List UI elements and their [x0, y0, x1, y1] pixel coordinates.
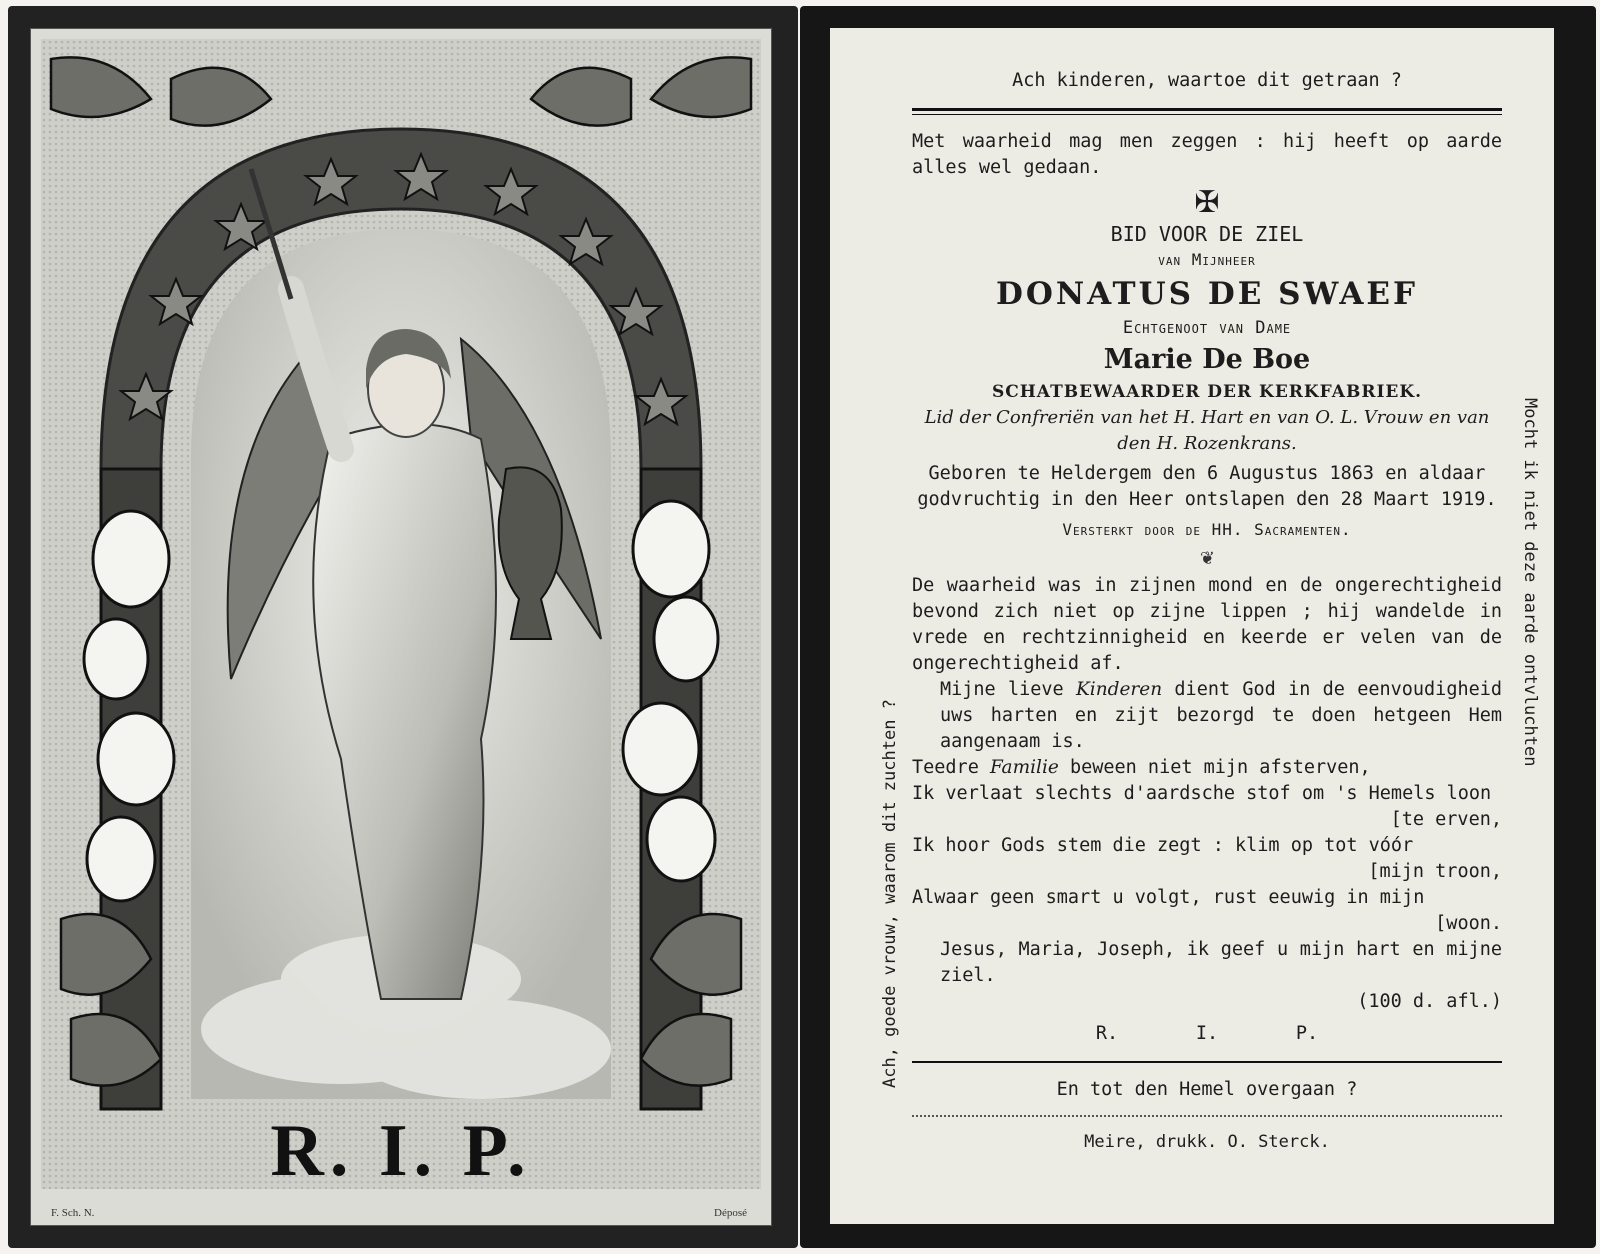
intro-text: Met waarheid mag men zeggen : hij heeft op aarde alles wel gedaan. [912, 131, 1502, 178]
rip-inscription: R. I. P. [270, 1110, 532, 1192]
double-rule-top [912, 108, 1502, 115]
deceased-name: DONATUS DE SWAEF [995, 276, 1419, 312]
spouse-label: Echtgenoot van Dame [1122, 318, 1292, 338]
poem-line-4-cont: [woon. [1435, 913, 1502, 934]
poem-line-4: Alwaar geen smart u volgt, rust eeuwig in mijn [912, 887, 1425, 908]
poem-line-3: Ik hoor Gods stem die zegt : klim op tot vóór [912, 835, 1414, 856]
sacraments-text: Versterkt door de HH. Sacramenten. [1062, 520, 1352, 539]
depose-mark: Déposé [714, 1207, 747, 1219]
bid-heading: BID VOOR DE ZIEL [1110, 222, 1304, 246]
top-line: Ach kinderen, waartoe dit getraan ? [1012, 70, 1402, 91]
publisher-mark: F. Sch. N. [51, 1207, 95, 1219]
image-card [8, 6, 798, 1248]
angel-illustration [41, 39, 761, 1189]
paragraph-2: Mijne lieve Kinderen dient God in de eenvoudigheid uws harten en zijt bezorgd te doen hetgeen Hem aangenaam is. [940, 679, 1503, 752]
paragraph-1: De waarheid was in zijnen mond en de ongerechtigheid bevond zich niet op zijne lippen ; hij wandelde in vrede en rechtzinnigheid en keerde er velen van de ongerechtigheid af. [912, 575, 1502, 674]
spouse-name: Marie De Boe [1103, 344, 1311, 375]
rip-letter: P. [1295, 1023, 1319, 1044]
printer-credit: Meire, drukk. O. Sterck. [1084, 1132, 1330, 1152]
swash-ornament-icon: ❦ [1200, 545, 1214, 570]
rip-letter: I. [1195, 1023, 1219, 1044]
side-text-left: Ach, goede vrouw, waarom dit zuchten ? [880, 699, 900, 1088]
memorial-text [912, 68, 1502, 1155]
van-mijnheer: van Mijnheer [1158, 250, 1256, 269]
function-title: SCHATBEWAARDER DER KERKFABRIEK. [991, 382, 1423, 402]
rip-small [1057, 1021, 1357, 1047]
text-card-inner [830, 28, 1554, 1224]
poem-line-3-cont: [mijn troon, [1368, 861, 1502, 882]
image-card-inner [30, 28, 772, 1226]
text-card [800, 6, 1596, 1248]
membership-text: Lid der Confreriën van het H. Hart en van O. L. Vrouw en van den H. Rozenkrans. [924, 407, 1490, 454]
side-text-right: Mocht ik niet deze aarde ontvluchten [1520, 398, 1540, 767]
bottom-line: En tot den Hemel overgaan ? [1056, 1079, 1358, 1100]
rip-letter: R. [1095, 1023, 1119, 1044]
poem-line-2: Ik verlaat slechts d'aardsche stof om 's Hemels loon [912, 783, 1492, 804]
cross-icon: ✠ [1194, 185, 1220, 220]
birth-death-text: Geboren te Heldergem den 6 Augustus 1863 en aldaar godvruchtig in den Heer ontslapen den 28 Maart 1919. [917, 463, 1497, 510]
rule-bottom [912, 1061, 1502, 1063]
dotted-rule [912, 1115, 1502, 1117]
indulgence-text: (100 d. afl.) [1357, 991, 1502, 1012]
prayer-text: Jesus, Maria, Joseph, ik geef u mijn hart en mijne ziel. [940, 939, 1502, 986]
poem-line-2-cont: [te erven, [1390, 809, 1502, 830]
poem-line-1: Teedre Familie beween niet mijn afsterven, [912, 757, 1371, 778]
